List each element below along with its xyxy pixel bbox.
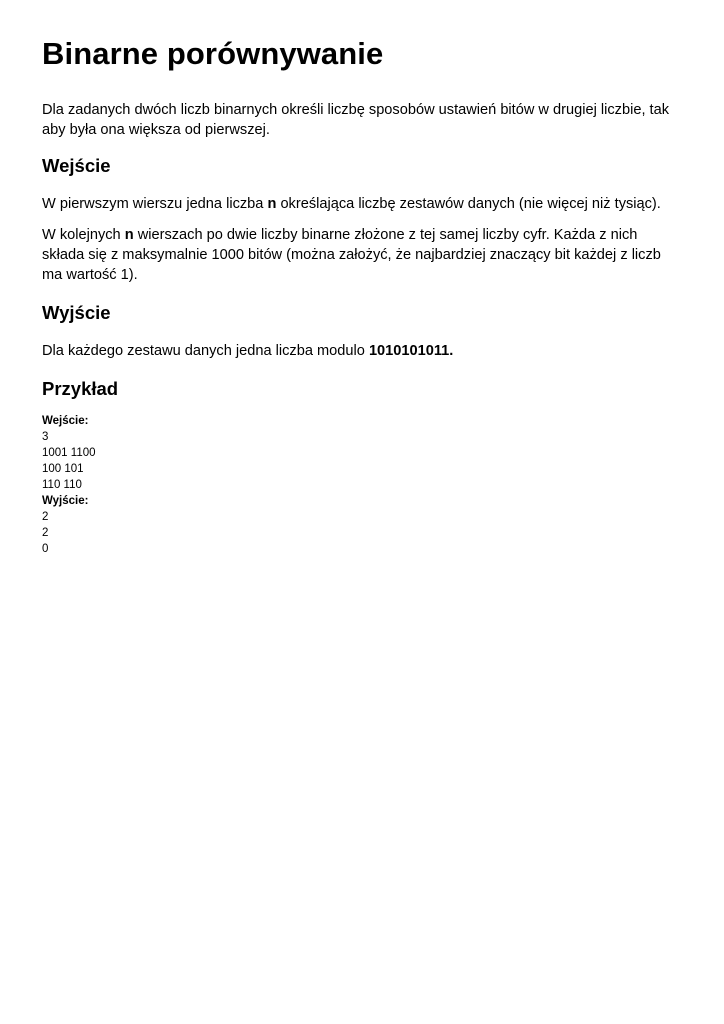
output-paragraph-text: Dla każdego zestawu danych jedna liczba modulo [42, 343, 369, 359]
example-input-line: 100 101 [42, 463, 84, 475]
output-paragraph [42, 341, 682, 361]
example-output-line: 2 [42, 511, 49, 523]
input-paragraph-2-text-a: W kolejnych [42, 227, 125, 243]
intro-paragraph: Dla zadanych dwóch liczb binarnych określi liczbę sposobów ustawień bitów w drugiej liczbie, tak aby była ona większa od pierwszej. [42, 102, 670, 138]
input-paragraph-2 [42, 225, 682, 285]
input-paragraph-1-text-a: W pierwszym wierszu jedna liczba [42, 196, 268, 212]
output-paragraph-modulo: 1010101011. [368, 343, 454, 359]
example-block [42, 413, 682, 557]
example-heading: Przykład [42, 378, 119, 399]
example-input-line: 1001 1100 [42, 447, 96, 459]
input-paragraph-1 [42, 194, 682, 214]
example-input-line: 3 [42, 431, 49, 443]
example-output-line: 0 [42, 543, 49, 555]
example-input-line: 110 110 [42, 479, 82, 491]
input-paragraph-1-var: n [267, 196, 277, 212]
example-input-label: Wejście: [42, 415, 89, 427]
example-output-line: 2 [42, 527, 49, 539]
input-paragraph-2-text-b: wierszach po dwie liczby binarne złożone z tej samej liczby cyfr. Każda z nich składa się z maksymalnie 1000 bitów (można założyć, że najbardziej znaczący bit każdej z liczb ma wartość 1). [42, 227, 661, 283]
page-title: Binarne porównywanie [42, 36, 384, 71]
input-paragraph-2-var: n [124, 227, 134, 243]
input-heading: Wejście [42, 155, 111, 176]
example-output-label: Wyjście: [42, 495, 89, 507]
output-heading: Wyjście [42, 302, 111, 323]
input-paragraph-1-text-b: określająca liczbę zestawów danych (nie więcej niż tysiąc). [276, 196, 661, 212]
